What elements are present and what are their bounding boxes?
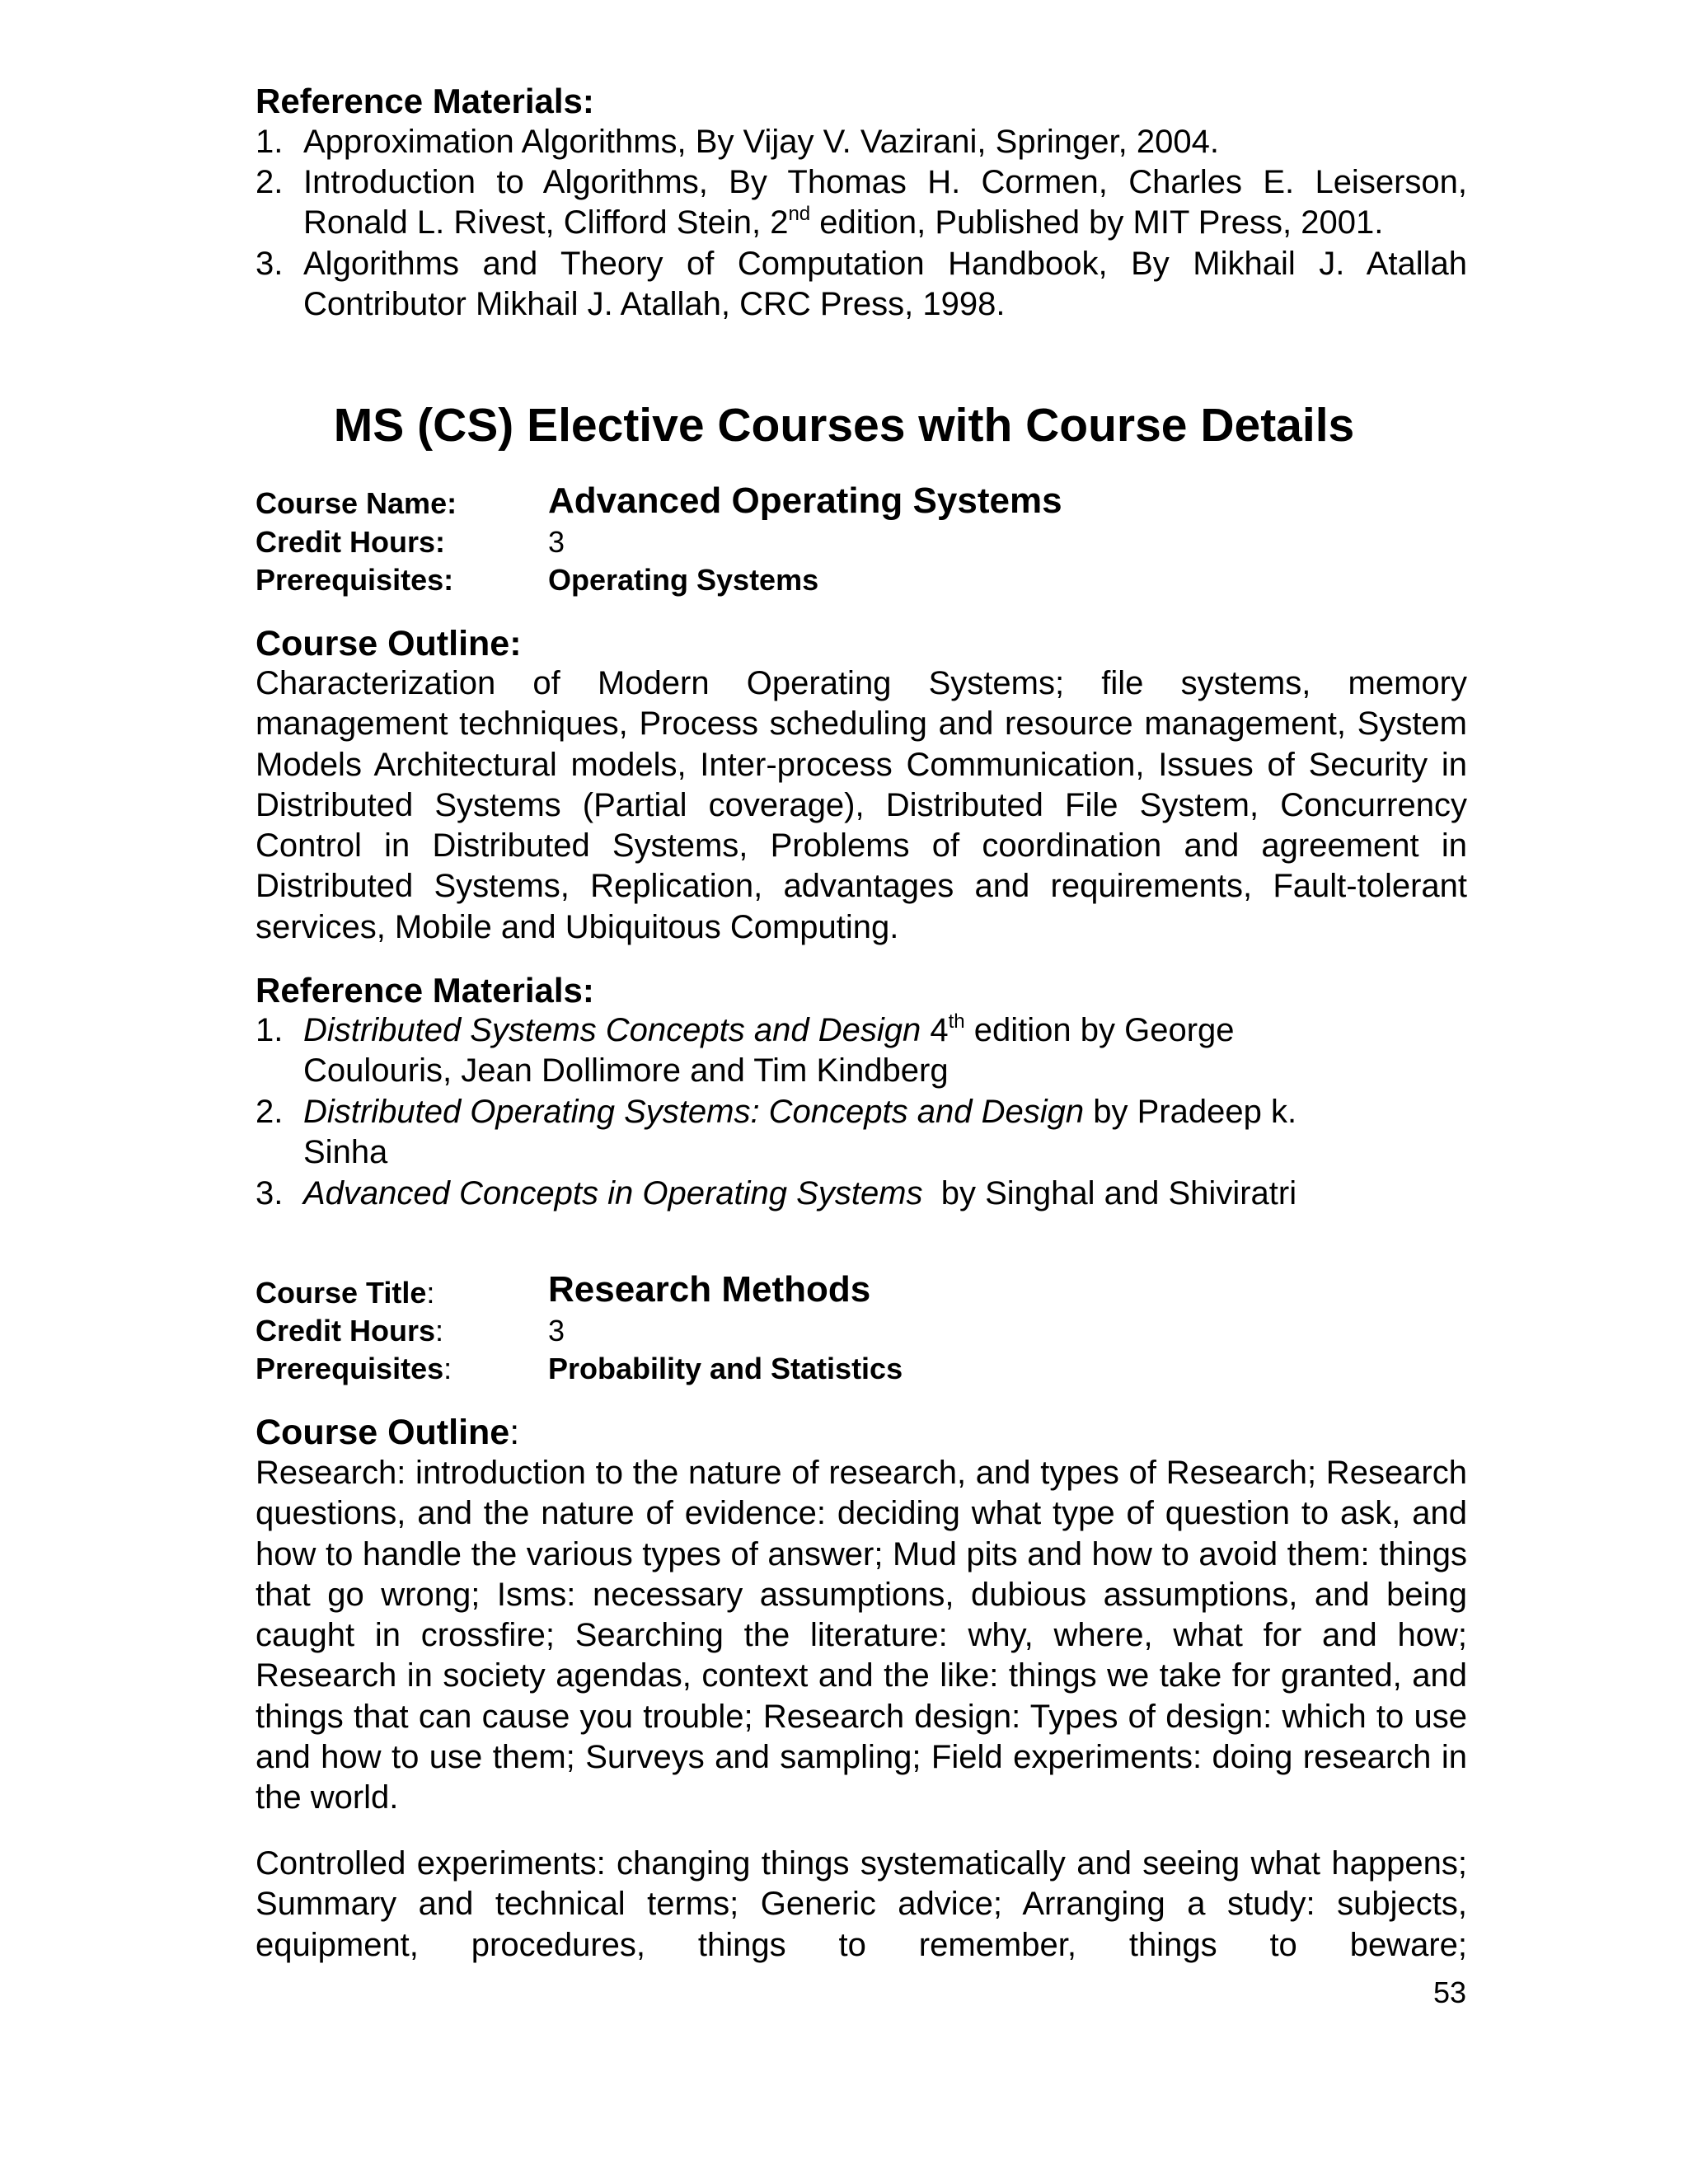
list-number: 1. bbox=[256, 124, 284, 160]
course-name-value: Advanced Operating Systems bbox=[548, 480, 1062, 521]
reference-item bbox=[256, 122, 1467, 162]
reference-text: Introduction to Algorithms, By Thomas H. Cormen, Charles E. Leiserson, Ronald L. Rivest, Clifford Stein, 2nd edition, Published by MIT Press, 2001. bbox=[303, 164, 1467, 241]
reference-materials-heading: Reference Materials: bbox=[256, 971, 594, 1010]
prerequisites-label: Prerequisites: bbox=[256, 563, 454, 597]
reference-text: Advanced Concepts in Operating Systems by Singhal and Shiviratri bbox=[303, 1175, 1297, 1212]
section-title: MS (CS) Elective Courses with Course Details bbox=[333, 399, 1355, 452]
credit-hours-label: Credit Hours: bbox=[256, 1314, 444, 1347]
reference-text: Algorithms and Theory of Computation Handbook, By Mikhail J. Atallah Contributor Mikhail J. Atallah, CRC Press, 1998. bbox=[303, 246, 1467, 322]
course-outline-text: Research: introduction to the nature of research, and types of Research; Research questions, and the nature of evidence: deciding what type of question to ask, and how to handle the various types of answer; Mud pits and how to avoid them: things that go wrong; Isms: necessary assumptions, dubious assumptions, and being caught in crossfire; Searching the literature: why, where, what for and how; Research in society agendas, context and the like: things we take for granted, and things that can cause you trouble; Research design: Types of design: which to use and how to use them; Surveys and sampling; Field experiments: doing research in the world. bbox=[256, 1455, 1467, 1816]
reference-item bbox=[256, 162, 1467, 243]
list-number: 3. bbox=[256, 1175, 284, 1212]
course-title-label: Course Title: bbox=[256, 1276, 435, 1310]
prerequisites-value: Probability and Statistics bbox=[548, 1352, 903, 1385]
course-outline-text-continued: Controlled experiments: changing things systematically and seeing what happens; Summary and technical terms; Generic advice; Arranging a study: subjects, equipment, procedures, things to remember, things to beware; bbox=[256, 1845, 1467, 1963]
course-outline-heading: Course Outline: bbox=[256, 1413, 520, 1452]
credit-hours-label: Credit Hours: bbox=[256, 525, 446, 559]
course-outline-text: Characterization of Modern Operating Systems; file systems, memory management techniques, Process scheduling and resource management, System Models Architectural models, Inter-process Communication, Issues of Security in Distributed Systems (Partial coverage), Distributed File System, Concurrency Control in Distributed Systems, Problems of coordination and agreement in Distributed Systems, Replication, advantages and requirements, Fault-tolerant services, Mobile and Ubiquitous Computing. bbox=[256, 665, 1467, 945]
course-title-value: Research Methods bbox=[548, 1269, 871, 1310]
reference-item bbox=[256, 244, 1467, 325]
course-outline-heading: Course Outline: bbox=[256, 624, 522, 663]
prerequisites-label: Prerequisites: bbox=[256, 1352, 452, 1385]
list-number: 3. bbox=[256, 246, 284, 282]
reference-text: Distributed Systems Concepts and Design 4th edition by George Coulouris, Jean Dollimore and Tim Kindberg bbox=[303, 1010, 1235, 1089]
course-name-label: Course Name: bbox=[256, 486, 457, 520]
credit-hours-value: 3 bbox=[548, 525, 565, 559]
list-number: 1. bbox=[256, 1012, 284, 1048]
list-number: 2. bbox=[256, 164, 284, 200]
reference-materials-heading: Reference Materials: bbox=[256, 82, 594, 120]
reference-item bbox=[256, 1174, 1467, 1214]
reference-text: Distributed Operating Systems: Concepts and Design by Pradeep k. Sinha bbox=[303, 1094, 1297, 1170]
reference-text: Approximation Algorithms, By Vijay V. Vazirani, Springer, 2004. bbox=[303, 124, 1219, 160]
reference-item bbox=[256, 1092, 1467, 1173]
page-number: 53 bbox=[1432, 1975, 1466, 2009]
credit-hours-value: 3 bbox=[548, 1314, 565, 1347]
prerequisites-value: Operating Systems bbox=[548, 563, 819, 597]
list-number: 2. bbox=[256, 1094, 284, 1130]
reference-item bbox=[256, 1010, 1467, 1091]
